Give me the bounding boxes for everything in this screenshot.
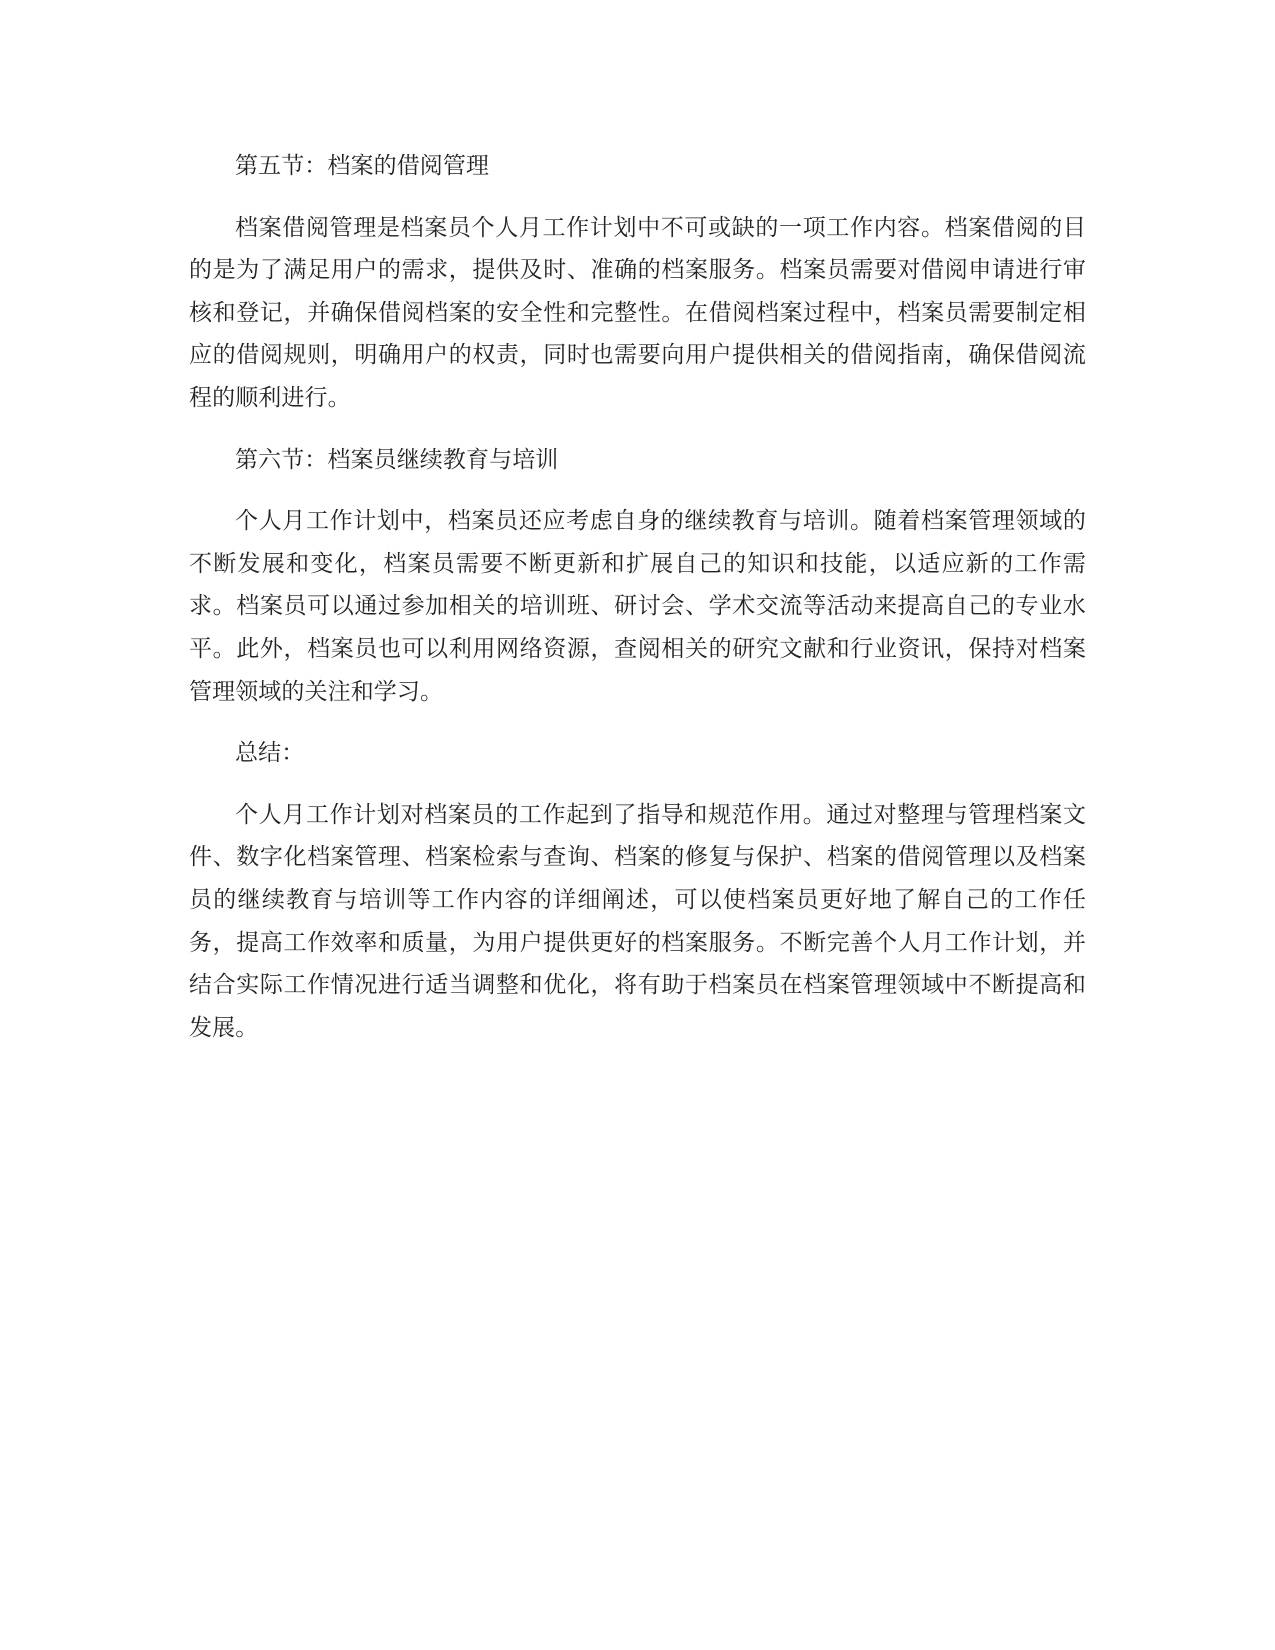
section-body-borrowing: 档案借阅管理是档案员个人月工作计划中不可或缺的一项工作内容。档案借阅的目的是为了满足用户的需求，提供及时、准确的档案服务。档案员需要对借阅申请进行审核和登记，并确保借阅档案的安全性和完整性。在借阅档案过程中，档案员需要制定相应的借阅规则，明确用户的权责，同时也需要向用户提供相关的借阅指南，确保借阅流程的顺利进行。	[189, 214, 1086, 411]
document-content	[189, 145, 1086, 1068]
section-heading-training: 第六节：档案员继续教育与培训	[235, 446, 559, 473]
section-heading-borrowing: 第五节：档案的借阅管理	[235, 153, 490, 179]
section-body-summary: 个人月工作计划对档案员的工作起到了指导和规范作用。通过对整理与管理档案文件、数字化档案管理、档案检索与查询、档案的修复与保护、档案的借阅管理以及档案员的继续教育与培训等工作内容的详细阐述，可以使档案员更好地了解自己的工作任务，提高工作效率和质量，为用户提供更好的档案服务。不断完善个人月工作计划，并结合实际工作情况进行适当调整和优化，将有助于档案员在档案管理领域中不断提高和发展。	[189, 801, 1086, 1041]
section-heading-summary: 总结：	[235, 740, 305, 767]
section-body-training: 个人月工作计划中，档案员还应考虑自身的继续教育与培训。随着档案管理领域的不断发展和变化，档案员需要不断更新和扩展自己的知识和技能，以适应新的工作需求。档案员可以通过参加相关的培训班、研讨会、学术交流等活动来提高自己的专业水平。此外，档案员也可以利用网络资源，查阅相关的研究文献和行业资讯，保持对档案管理领域的关注和学习。	[189, 508, 1086, 705]
